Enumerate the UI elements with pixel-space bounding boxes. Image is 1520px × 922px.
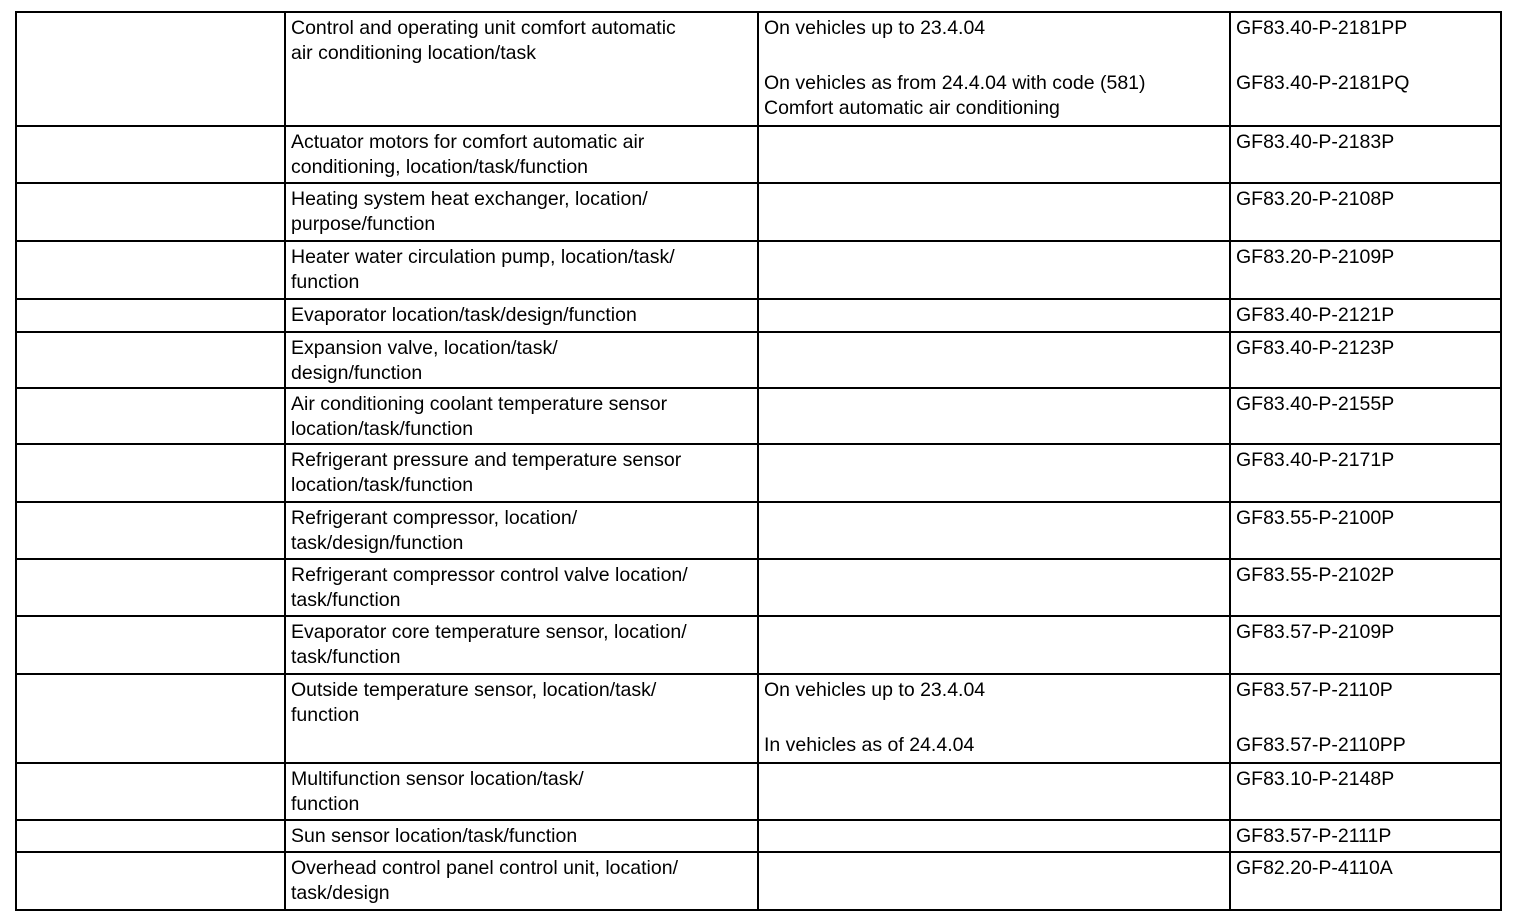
document-reference[interactable]: GF83.40-P-2181PQ <box>1236 72 1410 94</box>
note-entry: On vehicles up to 23.4.04 <box>764 679 986 701</box>
empty-cell <box>16 502 285 559</box>
table-body <box>16 12 1501 910</box>
table-row <box>16 126 1501 183</box>
component-cell: Refrigerant pressure and temperature sensor location/task/function <box>285 444 758 502</box>
component-cell: Outside temperature sensor, location/task/ function <box>285 674 758 763</box>
component-cell: Expansion valve, location/task/ design/function <box>285 332 758 388</box>
table-row <box>16 674 1501 763</box>
document-cell <box>1230 763 1501 820</box>
notes-cell <box>758 126 1230 183</box>
document-cell <box>1230 559 1501 616</box>
document-reference[interactable]: GF83.10-P-2148P <box>1236 768 1395 790</box>
notes-cell <box>758 502 1230 559</box>
component-cell: Refrigerant compressor, location/ task/design/function <box>285 502 758 559</box>
component-cell: Actuator motors for comfort automatic air conditioning, location/task/function <box>285 126 758 183</box>
document-reference[interactable]: GF83.57-P-2109P <box>1236 621 1395 643</box>
notes-cell <box>758 444 1230 502</box>
notes-cell <box>758 183 1230 241</box>
document-reference[interactable]: GF83.57-P-2111P <box>1236 825 1392 847</box>
empty-cell <box>16 332 285 388</box>
empty-cell <box>16 299 285 332</box>
document-cell <box>1230 502 1501 559</box>
table-row <box>16 820 1501 852</box>
notes-cell <box>758 241 1230 299</box>
empty-cell <box>16 388 285 444</box>
table-row <box>16 332 1501 388</box>
empty-cell <box>16 616 285 674</box>
document-cell <box>1230 241 1501 299</box>
empty-cell <box>16 674 285 763</box>
empty-cell <box>16 852 285 910</box>
component-cell: Control and operating unit comfort automatic air conditioning location/task <box>285 12 758 126</box>
notes-cell <box>758 616 1230 674</box>
note-entry: In vehicles as of 24.4.04 <box>764 734 975 756</box>
table-row <box>16 763 1501 820</box>
table-row <box>16 241 1501 299</box>
component-cell: Multifunction sensor location/task/ function <box>285 763 758 820</box>
document-reference[interactable]: GF83.40-P-2183P <box>1236 131 1395 153</box>
document-reference[interactable]: GF83.20-P-2108P <box>1236 188 1395 210</box>
document-cell <box>1230 820 1501 852</box>
document-reference[interactable]: GF83.57-P-2110P <box>1236 679 1393 701</box>
component-cell: Air conditioning coolant temperature sensor location/task/function <box>285 388 758 444</box>
notes-cell <box>758 388 1230 444</box>
document-reference[interactable]: GF83.40-P-2121P <box>1236 304 1395 326</box>
notes-cell <box>758 674 1230 763</box>
empty-cell <box>16 820 285 852</box>
document-cell <box>1230 299 1501 332</box>
empty-cell <box>16 559 285 616</box>
empty-cell <box>16 444 285 502</box>
component-cell: Heating system heat exchanger, location/ purpose/function <box>285 183 758 241</box>
document-reference[interactable]: GF83.40-P-2155P <box>1236 393 1395 415</box>
notes-cell <box>758 332 1230 388</box>
component-cell: Sun sensor location/task/function <box>285 820 758 852</box>
table-row <box>16 12 1501 126</box>
notes-cell <box>758 12 1230 126</box>
table-row <box>16 299 1501 332</box>
component-cell: Evaporator location/task/design/function <box>285 299 758 332</box>
component-cell: Overhead control panel control unit, location/ task/design <box>285 852 758 910</box>
document-reference[interactable]: GF83.40-P-2123P <box>1236 337 1395 359</box>
notes-cell <box>758 763 1230 820</box>
table-row <box>16 444 1501 502</box>
document-cell <box>1230 616 1501 674</box>
component-cell: Heater water circulation pump, location/task/ function <box>285 241 758 299</box>
document-cell <box>1230 674 1501 763</box>
document-cell <box>1230 126 1501 183</box>
notes-cell <box>758 820 1230 852</box>
table-row <box>16 616 1501 674</box>
document-cell <box>1230 444 1501 502</box>
notes-cell <box>758 852 1230 910</box>
table-row <box>16 502 1501 559</box>
document-reference[interactable]: GF83.55-P-2102P <box>1236 564 1395 586</box>
note-entry: On vehicles up to 23.4.04 <box>764 17 986 39</box>
component-cell: Evaporator core temperature sensor, location/ task/function <box>285 616 758 674</box>
component-cell: Refrigerant compressor control valve location/ task/function <box>285 559 758 616</box>
document-reference[interactable]: GF83.20-P-2109P <box>1236 246 1395 268</box>
table-row <box>16 852 1501 910</box>
document-reference[interactable]: GF83.55-P-2100P <box>1236 507 1395 529</box>
empty-cell <box>16 12 285 126</box>
notes-cell <box>758 299 1230 332</box>
document-reference[interactable]: GF83.57-P-2110PP <box>1236 734 1406 756</box>
empty-cell <box>16 183 285 241</box>
reference-table <box>15 11 1502 911</box>
document-reference[interactable]: GF82.20-P-4110A <box>1236 857 1393 879</box>
empty-cell <box>16 763 285 820</box>
notes-cell <box>758 559 1230 616</box>
document-cell <box>1230 12 1501 126</box>
table-row <box>16 183 1501 241</box>
empty-cell <box>16 126 285 183</box>
document-reference[interactable]: GF83.40-P-2181PP <box>1236 17 1408 39</box>
document-cell <box>1230 852 1501 910</box>
table-row <box>16 559 1501 616</box>
note-entry: On vehicles as from 24.4.04 with code (581) Comfort automatic air conditioning <box>764 72 1146 119</box>
document-cell <box>1230 332 1501 388</box>
table-row <box>16 388 1501 444</box>
document-cell <box>1230 183 1501 241</box>
empty-cell <box>16 241 285 299</box>
document-reference[interactable]: GF83.40-P-2171P <box>1236 449 1395 471</box>
document-cell <box>1230 388 1501 444</box>
